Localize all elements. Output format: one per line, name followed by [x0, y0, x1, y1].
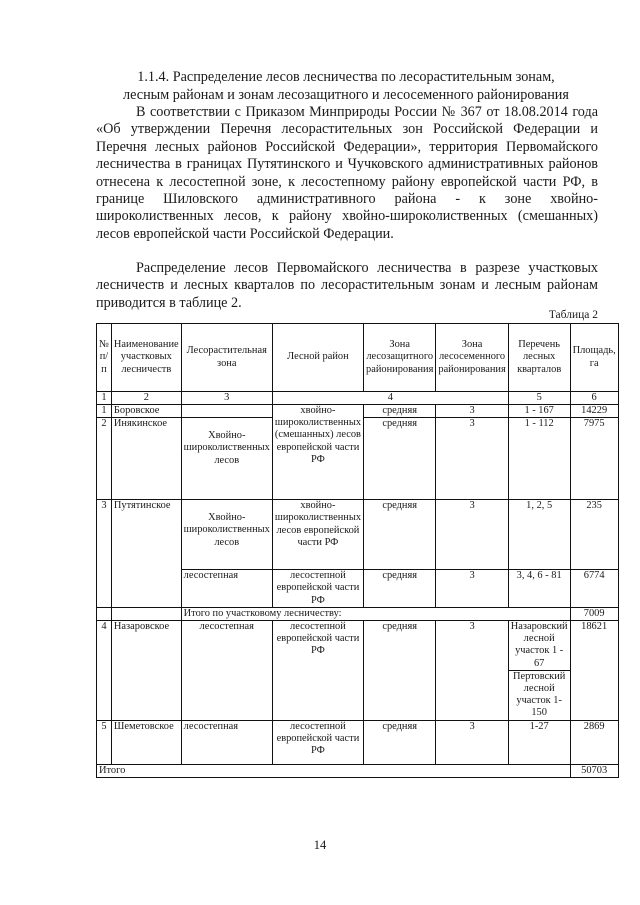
paragraph-table-intro	[96, 260, 598, 312]
row-area: 14229	[570, 405, 618, 418]
row-zone: Хвойно-широколиственных лесов	[181, 500, 272, 570]
row-num: 4	[97, 621, 112, 721]
page-number: 14	[313, 838, 327, 852]
col-number: 3	[181, 392, 272, 405]
row-zone: лесостепная	[181, 621, 272, 721]
row-seed: 3	[436, 570, 508, 608]
row-name: Путятинское	[111, 500, 181, 608]
row-quarters: 1 - 167	[508, 405, 570, 418]
table-row	[97, 405, 619, 418]
header-num: № п/п	[97, 324, 112, 392]
row-area: 2869	[570, 720, 618, 764]
header-seed-zone: Зона лесосеменного районирования	[436, 324, 508, 392]
total-label: Итого	[97, 764, 571, 777]
header-area: Площадь, га	[570, 324, 618, 392]
total-row	[97, 764, 619, 777]
row-seed: 3	[436, 418, 508, 500]
row-region: хвойно-широколиственных лесов европейской части РФ	[272, 500, 363, 570]
row-zone: Хвойно-широколиственных лесов	[181, 418, 272, 500]
row-zone: лесостепная	[181, 570, 272, 608]
row-area: 7975	[570, 418, 618, 500]
row-seed: 3	[436, 405, 508, 418]
row-protect: средняя	[364, 720, 436, 764]
row-name: Назаровское	[111, 621, 181, 721]
row-num: 2	[97, 418, 112, 500]
section-heading	[96, 68, 596, 104]
row-protect: средняя	[364, 500, 436, 570]
row-area: 235	[570, 500, 618, 570]
header-quarters: Перечень лесных кварталов	[508, 324, 570, 392]
total-area: 50703	[570, 764, 618, 777]
row-num: 3	[97, 500, 112, 608]
table-row	[97, 621, 619, 671]
row-region: лесостепной европейской части РФ	[272, 621, 363, 721]
row-name: Боровское	[111, 405, 181, 418]
row-num: 1	[97, 405, 112, 418]
row-quarters: 1 - 112	[508, 418, 570, 500]
row-quarters: 3, 4, 6 - 81	[508, 570, 570, 608]
col-number: 1	[97, 392, 112, 405]
row-region: лесостепной европейской части РФ	[272, 720, 363, 764]
subtotal-label: Итого по участковому лесничеству:	[181, 607, 570, 620]
row-quarters: Назаровский лесной участок 1 - 67	[508, 621, 570, 671]
row-area: 18621	[570, 621, 618, 721]
row-seed: 3	[436, 720, 508, 764]
row-area: 6774	[570, 570, 618, 608]
forest-distribution-table	[96, 323, 619, 778]
col-number: 5	[508, 392, 570, 405]
subtotal-area: 7009	[570, 607, 618, 620]
row-seed: 3	[436, 621, 508, 721]
row-zone	[181, 405, 272, 418]
row-quarters: 1, 2, 5	[508, 500, 570, 570]
col-number: 4	[272, 392, 508, 405]
row-protect: средняя	[364, 405, 436, 418]
row-name: Инякинское	[111, 418, 181, 500]
row-protect: средняя	[364, 570, 436, 608]
paragraph-1-text: В соответствии с Приказом Минприроды России № 367 от 18.08.2014 года «Об утверждении Перечня лесорастительных зон Российской Федерации и Перечня лесных районов Российской Федерации», территория Первомайского лесничества в границах Путятинского и Чучковского административных районов отнесена к лесостепной зоне, к лесостепному району европейской части РФ, в границе Шиловского административного района - к зоне хвойно-широколиственных лесов, к району хвойно-широколиственных (смешанных) лесов европейской части Российской Федерации.	[96, 104, 598, 242]
col-number: 6	[570, 392, 618, 405]
header-name: Наименование участковых лесничеств	[111, 324, 181, 392]
row-protect: средняя	[364, 621, 436, 721]
row-name: Шеметовское	[111, 720, 181, 764]
column-number-row	[97, 392, 619, 405]
paragraph-legal-basis	[96, 104, 598, 243]
row-quarters: Пертовский лесной участок 1-150	[508, 670, 570, 720]
heading-line-1: 1.1.4. Распределение лесов лесничества по лесорастительным зонам,	[137, 69, 555, 85]
header-region: Лесной район	[272, 324, 363, 392]
heading-line-2: лесным районам и зонам лесозащитного и лесосеменного районирования	[123, 87, 569, 103]
row-zone: лесостепная	[181, 720, 272, 764]
col-number: 2	[111, 392, 181, 405]
row-quarters: 1-27	[508, 720, 570, 764]
subtotal-row	[97, 607, 619, 620]
paragraph-2-text: Распределение лесов Первомайского лесничества в разрезе участковых лесничеств и лесных кварталов по лесорастительным зонам и лесным районам приводится в таблице 2.	[96, 260, 598, 311]
table-caption: Таблица 2	[548, 309, 598, 321]
table-header-row	[97, 324, 619, 392]
row-region: хвойно-широколиственных (смешанных) лесов европейской части РФ	[272, 405, 363, 500]
table-row	[97, 500, 619, 570]
row-num: 5	[97, 720, 112, 764]
header-zone: Лесорастительная зона	[181, 324, 272, 392]
header-protect-zone: Зона лесозащитного районирования	[364, 324, 436, 392]
row-seed: 3	[436, 500, 508, 570]
table-row	[97, 720, 619, 764]
row-region: лесостепной европейской части РФ	[272, 570, 363, 608]
row-protect: средняя	[364, 418, 436, 500]
